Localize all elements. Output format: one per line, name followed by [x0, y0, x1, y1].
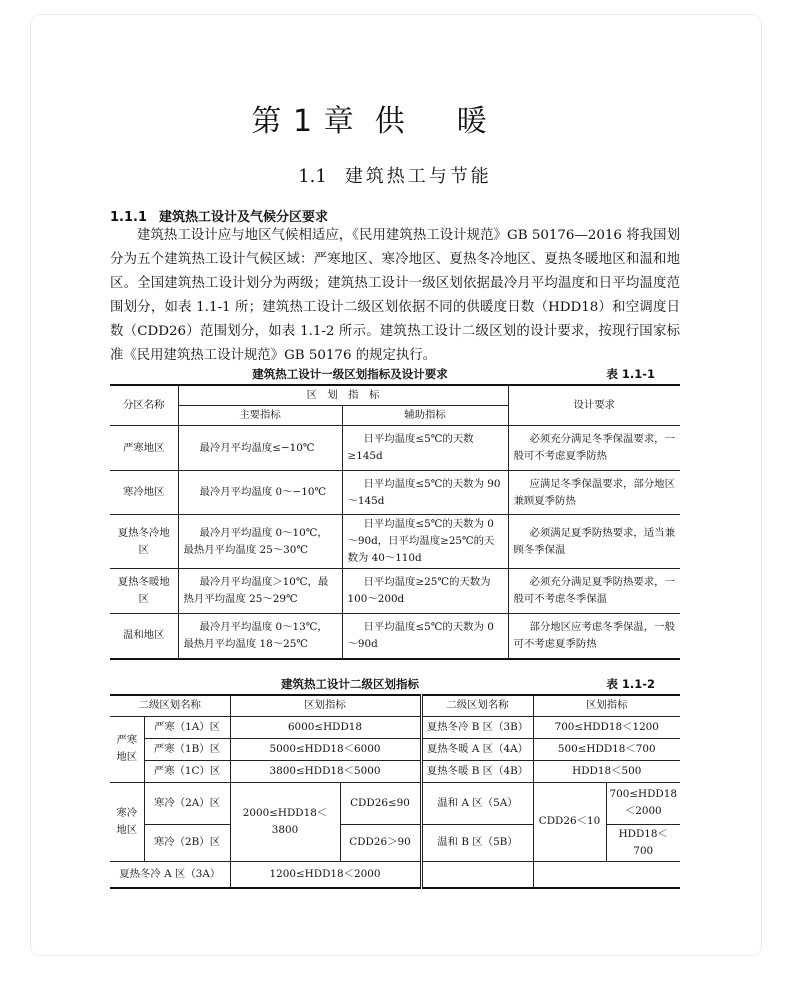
- design-requirement: 部分地区应考虑冬季保温，一般可不考虑夏季防热: [508, 614, 680, 659]
- main-indicator: 最冷月平均温度＞10℃，最热月平均温度 25～29℃: [178, 569, 342, 614]
- design-requirement: 必须充分满足夏季防热要求，一般可不考虑冬季保温: [508, 569, 680, 614]
- table2-number: 表 1.1-2: [606, 677, 655, 691]
- header-indicators: 区 划 指 标: [178, 385, 508, 406]
- group-cold: 寒冷地区: [110, 782, 144, 861]
- zone-name: 寒冷地区: [110, 471, 178, 515]
- table-row: [110, 782, 680, 824]
- zone-4a: 夏热冬暖 A 区（4A）: [421, 738, 533, 760]
- aux-indicator: 日平均温度≥25℃的天数为 100～200d: [342, 569, 508, 614]
- zone-4a-value: 500≤HDD18＜700: [533, 738, 680, 760]
- zone-name: 温和地区: [110, 614, 178, 659]
- zone-1c: 严寒（1C）区: [144, 760, 230, 782]
- zone-5a-value: 700≤HDD18＜2000: [606, 782, 680, 824]
- table-row: [110, 426, 680, 471]
- body-paragraph: 建筑热工设计应与地区气候相适应，《民用建筑热工设计规范》GB 50176—2016 将我国划分为五个建筑热工设计气候区域：严寒地区、寒冷地区、夏热冬冷地区、夏热冬暖地区和温和地区。全国建筑热工设计划分为两级；建筑热工设计一级区划依据最冷月平均温度和日平均温度范围划分，如表 1.1-1 所；建筑热工设计二级区划依据不同的供暖度日数（HDD18）和空调度日数（CDD26）范围划分，如表 1.1-2 所示。建筑热工设计二级区划的设计要求，按现行国家标准《民用建筑热工设计规范》GB 50176 的规定执行。: [110, 228, 680, 363]
- table-row: [110, 861, 680, 888]
- table-row: [110, 569, 680, 614]
- zone-4b: 夏热冬暖 B 区（4B）: [421, 760, 533, 782]
- header-indicator: 区划指标: [230, 695, 421, 716]
- zone-1a: 严寒（1A）区: [144, 716, 230, 738]
- zone-name: 夏热冬冷地区: [110, 515, 178, 569]
- aux-indicator: 日平均温度≤5℃的天数≥145d: [342, 426, 508, 471]
- climate-zone-table-2: [110, 694, 680, 889]
- chapter-title: 供暖: [374, 104, 539, 139]
- table-row: [110, 614, 680, 659]
- aux-indicator: 日平均温度≤5℃的天数为 0～90d，日平均温度≥25℃的天数为 40～110d: [342, 515, 508, 569]
- design-requirement: 应满足冬季保温要求，部分地区兼顾夏季防热: [508, 471, 680, 515]
- table-row: [110, 760, 680, 782]
- climate-zone-table-1: [110, 384, 680, 660]
- empty-cell: [421, 861, 533, 888]
- zone-3b-value: 700≤HDD18＜1200: [533, 716, 680, 738]
- table2-title: 建筑热工设计二级区划指标: [281, 677, 419, 691]
- zone-2b-cdd: CDD26＞90: [340, 824, 421, 861]
- zone-3a: 夏热冬冷 A 区（3A）: [110, 861, 230, 888]
- zone-1a-value: 6000≤HDD18: [230, 716, 421, 738]
- zone-2a: 寒冷（2A）区: [144, 782, 230, 824]
- zone-4b-value: HDD18＜500: [533, 760, 680, 782]
- zone-2a-cdd: CDD26≤90: [340, 782, 421, 824]
- zone-5b: 温和 B 区（5B）: [421, 824, 533, 861]
- subsection-title: 建筑热工设计及气候分区要求: [159, 210, 329, 225]
- header-zone-name: 分区名称: [110, 385, 178, 426]
- mild-cdd-value: CDD26＜10: [533, 782, 606, 861]
- header-design: 设计要求: [508, 385, 680, 426]
- table1-number: 表 1.1-1: [606, 367, 655, 381]
- header-indicator-2: 区划指标: [533, 695, 680, 716]
- zone-2b: 寒冷（2B）区: [144, 824, 230, 861]
- zone-3b: 夏热冬冷 B 区（3B）: [421, 716, 533, 738]
- header-zone-name-2: 二级区划名称: [421, 695, 533, 716]
- chapter-number: 第 1 章: [251, 104, 355, 139]
- zone-name: 严寒地区: [110, 426, 178, 471]
- table-row: [110, 716, 680, 738]
- main-indicator: 最冷月平均温度 0～−10℃: [178, 471, 342, 515]
- design-requirement: 必须充分满足冬季保温要求，一般可不考虑夏季防热: [508, 426, 680, 471]
- subsection-number: 1.1.1: [110, 210, 148, 225]
- chapter-heading: [0, 96, 790, 140]
- section-title: 建筑热工与节能: [344, 166, 492, 187]
- zone-1b: 严寒（1B）区: [144, 738, 230, 760]
- design-requirement: 必须满足夏季防热要求，适当兼顾冬季保温: [508, 515, 680, 569]
- main-indicator: 最冷月平均温度 0～10℃，最热月平均温度 25～30℃: [178, 515, 342, 569]
- table-row: [110, 738, 680, 760]
- section-number: 1.1: [298, 166, 327, 187]
- main-indicator: 最冷月平均温度≤−10℃: [178, 426, 342, 471]
- empty-cell: [533, 861, 680, 888]
- zone-5b-value: HDD18＜700: [606, 824, 680, 861]
- main-indicator: 最冷月平均温度 0～13℃，最热月平均温度 18～25℃: [178, 614, 342, 659]
- cold-hdd-value: 2000≤HDD18＜3800: [230, 782, 340, 861]
- table-row: [110, 515, 680, 569]
- header-zone-name: 二级区划名称: [110, 695, 230, 716]
- subsection-heading: [110, 206, 328, 225]
- table-row: [110, 471, 680, 515]
- zone-1c-value: 3800≤HDD18＜5000: [230, 760, 421, 782]
- zone-3a-value: 1200≤HDD18＜2000: [230, 861, 421, 888]
- zone-5a: 温和 A 区（5A）: [421, 782, 533, 824]
- zone-name: 夏热冬暖地区: [110, 569, 178, 614]
- aux-indicator: 日平均温度≤5℃的天数为 90～145d: [342, 471, 508, 515]
- header-aux: 辅助指标: [342, 406, 508, 426]
- section-heading: [0, 162, 790, 188]
- table1-title: 建筑热工设计一级区划指标及设计要求: [252, 367, 448, 381]
- aux-indicator: 日平均温度≤5℃的天数为 0～90d: [342, 614, 508, 659]
- zone-1b-value: 5000≤HDD18＜6000: [230, 738, 421, 760]
- header-main: 主要指标: [178, 406, 342, 426]
- group-severe-cold: 严寒地区: [110, 716, 144, 782]
